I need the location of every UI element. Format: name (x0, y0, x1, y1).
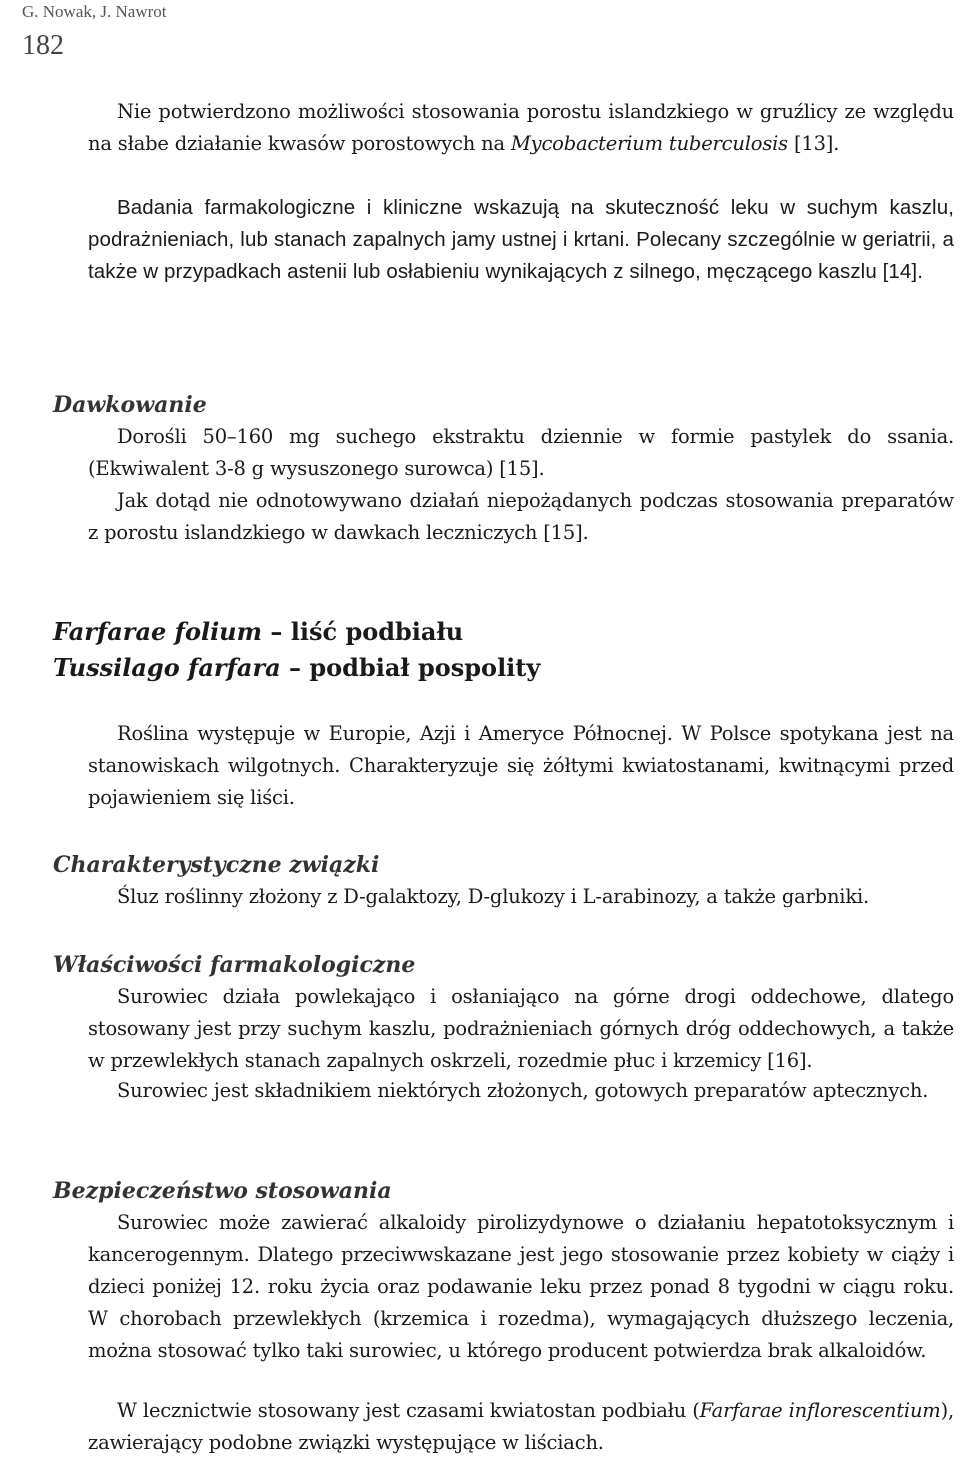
section-heading-zwiazki: Charakterystyczne związki (53, 852, 380, 878)
bezpieczenstwo-paragraph-2 (88, 1395, 954, 1459)
plant-latin-folium: Farfarae folium (53, 617, 263, 646)
plant-description: Roślina występuje w Europie, Azji i Ameryce Północnej. W Polsce spotykana jest na stanowiskach wilgotnych. Charakteryzuje się żółtymi kwiatostanami, kwitnącymi przed pojawieniem się liści. (88, 722, 954, 809)
bezpieczenstwo-p2-end: ), zawierający podobne związki występujące w liściach. (88, 1399, 954, 1454)
bezpieczenstwo-paragraph-1: Surowiec może zawierać alkaloidy pirolizydynowe o działaniu hepatotoksycznym i kancerogennym. Dlatego przeciwwskazane jest jego stosowanie przez kobiety w ciąży i dzieci poniżej 12. roku życia oraz podawanie leku przez ponad 8 tygodni w ciągu roku. W chorobach przewlekłych (krzemica i rozedma), wymagających dłuższego leczenia, można stosować tylko taki surowiec, u którego producent potwierdza brak alkaloidów. (88, 1211, 954, 1362)
bezpieczenstwo-p2-text: W lecznictwie stosowany jest czasami kwiatostan podbiału ( (117, 1399, 700, 1422)
intro-paragraph-1 (88, 96, 954, 160)
plant-latin-species: Tussilago farfara (53, 653, 281, 682)
species-name: Mycobacterium tuberculosis (510, 132, 788, 155)
plant-title-line-2 (53, 651, 540, 685)
zwiazki-paragraph: Śluz roślinny złożony z D-galaktozy, D-glukozy i L-arabinozy, a także garbniki. (117, 885, 869, 908)
intro-p1-text: Nie potwierdzono możliwości stosowania porostu islandzkiego w gruźlicy ze względu na słabe działanie kwasów porostowych na (88, 100, 954, 155)
wlasciwosci-paragraph-1: Surowiec działa powlekająco i osłaniająco na górne drogi oddechowe, dlatego stosowany jest przy suchym kaszlu, podrażnieniach górnych dróg oddechowych, a także w przewlekłych stanach zapalnych oskrzeli, rozedmie płuc i krzemicy [16]. (88, 985, 954, 1072)
plant-polish-folium: – liść podbiału (262, 617, 464, 646)
section-heading-wlasciwosci: Właściwości farmakologiczne (53, 952, 416, 978)
dawkowanie-paragraph-2: Jak dotąd nie odnotowywano działań niepożądanych podczas stosowania preparatów z porostu islandzkiego w dawkach leczniczych [15]. (88, 489, 954, 544)
intro-p1-citation: [13]. (787, 132, 840, 155)
inflorescence-latin-name: Farfarae inflorescentium (699, 1399, 941, 1422)
running-head-authors: G. Nowak, J. Nawrot (22, 2, 167, 21)
plant-polish-species: – podbiał pospolity (280, 653, 541, 682)
intro-paragraph-2: Badania farmakologiczne i kliniczne wskazują na skuteczność leku w suchym kaszlu, podrażnieniach, lub stanach zapalnych jamy ustnej i krtani. Polecany szczególnie w geriatrii, a także w przypadkach astenii lub osłabieniu wynikających z silnego, męczącego kaszlu [14]. (88, 196, 954, 283)
dawkowanie-paragraph-1: Dorośli 50–160 mg suchego ekstraktu dziennie w formie pastylek do ssania. (Ekwiwalent 3-8 g wysuszonego surowca) [15]. (88, 425, 954, 480)
page-number: 182 (22, 30, 64, 61)
plant-title-line-1 (53, 615, 463, 649)
wlasciwosci-paragraph-2: Surowiec jest składnikiem niektórych złożonych, gotowych preparatów aptecznych. (117, 1079, 929, 1102)
section-heading-dawkowanie: Dawkowanie (53, 392, 207, 418)
section-heading-bezpieczenstwo: Bezpieczeństwo stosowania (53, 1178, 392, 1204)
